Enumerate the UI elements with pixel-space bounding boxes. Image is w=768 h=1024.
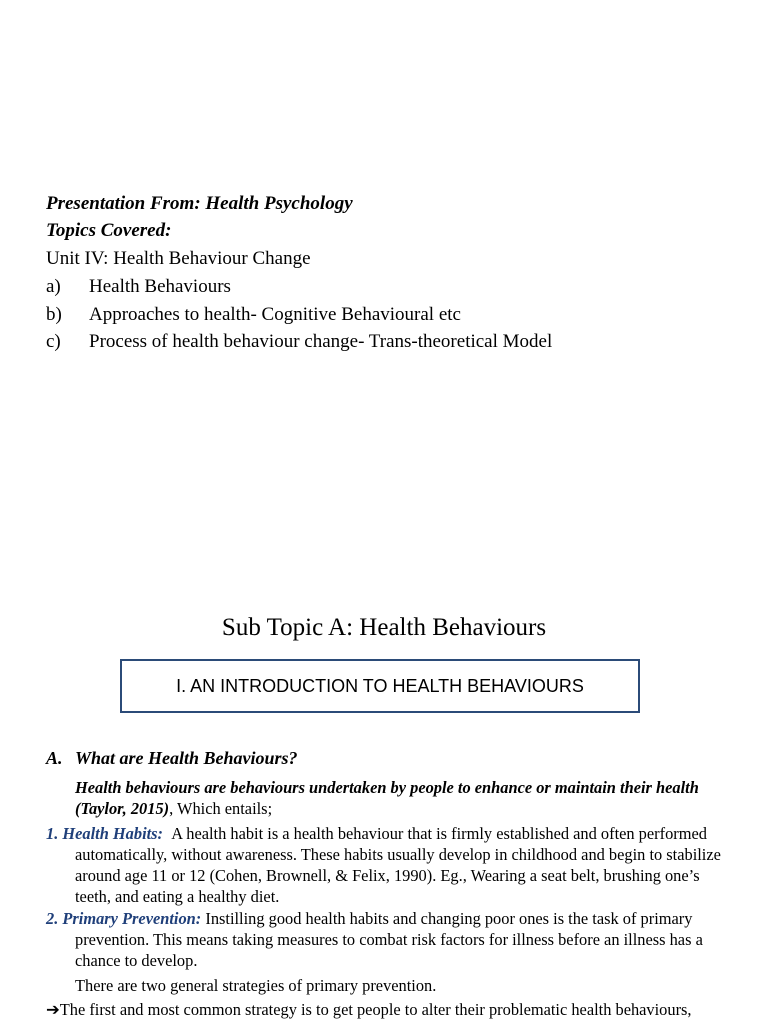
topic-a-label: a)	[46, 276, 61, 297]
presentation-from: Presentation From: Health Psychology	[46, 193, 353, 214]
definition-paragraph	[75, 777, 725, 819]
topic-a-text: Health Behaviours	[89, 276, 231, 297]
primary-prevention-item	[46, 908, 726, 971]
primary-prevention-title: 2. Primary Prevention:	[46, 909, 202, 928]
first-strategy-line: ➔The first and most common strategy is to get people to alter their problematic health behaviours,	[46, 1000, 692, 1019]
topic-c-label: c)	[46, 331, 61, 352]
health-habits-item	[46, 823, 726, 907]
section-a-label: A.	[46, 748, 63, 768]
definition-rest: , Which entails;	[169, 799, 273, 818]
unit-title: Unit IV: Health Behaviour Change	[46, 248, 311, 269]
health-habits-title: 1. Health Habits:	[46, 824, 164, 843]
strategies-line: There are two general strategies of primary prevention.	[75, 976, 437, 995]
health-habits-text: A health habit is a health behaviour that is firmly established and often performed automatically, without awareness. These habits usually develop in childhood and begin to stabilize around age 11 or 12 (Cohen, Brownell, & Felix, 1990). Eg., Wearing a seat belt, brushing one’s teeth, and eating a healthy diet.	[75, 824, 721, 906]
subtopic-heading: Sub Topic A: Health Behaviours	[221, 614, 547, 641]
intro-box-title: I. AN INTRODUCTION TO HEALTH BEHAVIOURS	[176, 675, 584, 696]
intro-box	[120, 659, 640, 713]
definition-bold: Health behaviours are behaviours undertaken by people to enhance or maintain their health (Taylor, 2015)	[75, 778, 699, 818]
topics-covered-heading: Topics Covered:	[46, 220, 172, 241]
topic-b-label: b)	[46, 304, 62, 325]
primary-prevention-text: Instilling good health habits and changing poor ones is the task of primary prevention. This means taking measures to combat risk factors for illness before an illness has a chance to develop.	[75, 909, 703, 970]
section-a-heading: What are Health Behaviours?	[75, 748, 298, 768]
topic-c-text: Process of health behaviour change- Trans-theoretical Model	[89, 331, 553, 352]
topic-b-text: Approaches to health- Cognitive Behavioural etc	[89, 304, 461, 325]
